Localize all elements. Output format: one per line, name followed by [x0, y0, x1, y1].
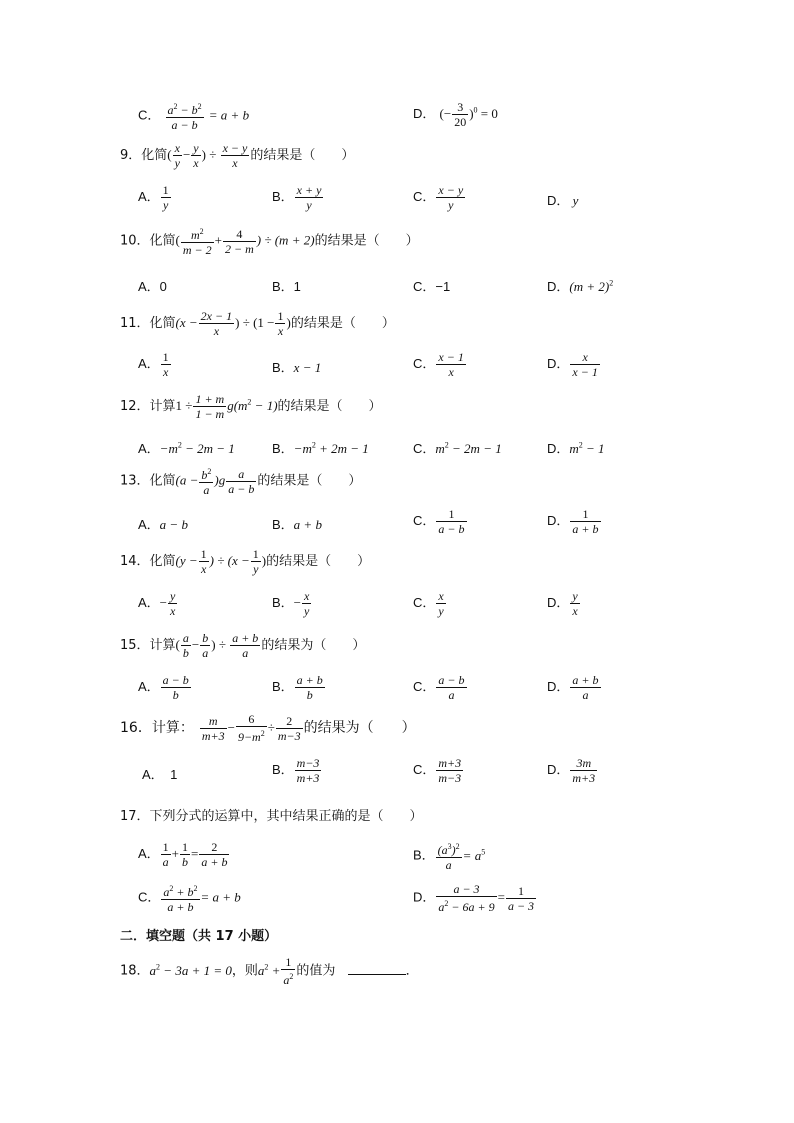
q12-option-c[interactable]: C．$m^2 - 2m - 1$ — [413, 440, 502, 456]
q10-option-b[interactable]: B．1 — [272, 279, 301, 294]
q13-option-a[interactable]: A．a − b — [138, 517, 188, 532]
q16-option-c[interactable]: C． $\frac{m+3}{m-3}$ — [413, 756, 462, 785]
q15-option-a[interactable]: A． $\frac{a - b}{b}$ — [138, 673, 189, 702]
section-title-fill-in: 二．填空题（共 17 小题） — [120, 929, 278, 944]
q14-option-d[interactable]: D． $\frac{y}{x}$ — [547, 589, 578, 618]
q11-option-a[interactable]: A． $\frac{1}{x}$ — [138, 350, 169, 379]
q17-option-a[interactable]: A． $\frac{1}{a}$ + $\frac{1}{b}$ = $\frac{2}{a + b}$ — [138, 840, 228, 869]
q17-option-c[interactable]: C． $\frac{a^2 + b^2}{a + b}$ = a + b — [138, 884, 241, 914]
q15-option-d[interactable]: D． $\frac{a + b}{a}$ — [547, 673, 599, 702]
q14-option-c[interactable]: C． $\frac{x}{y}$ — [413, 589, 444, 618]
q15-option-b[interactable]: B． $\frac{a + b}{b}$ — [272, 673, 323, 702]
q12-stem: 12．计算1 ÷ $\frac{1 + m}{1 - m}$ $g(m^2 - 1)$的结果是（ ） — [120, 392, 382, 421]
q16-stem: 16．计算： $\frac{m}{m+3}$ − $\frac{6}{9-m^2}$ ÷ $\frac{2}{m-3}$ 的结果为（ ） — [120, 712, 416, 744]
q13-option-d[interactable]: D． $\frac{1}{a + b}$ — [547, 507, 599, 536]
q14-option-a[interactable]: A．− $\frac{y}{x}$ — [138, 589, 176, 618]
q11-option-d[interactable]: D． $\frac{x}{x - 1}$ — [547, 350, 598, 379]
q15-option-c[interactable]: C． $\frac{a - b}{a}$ — [413, 673, 465, 702]
q8-option-d[interactable]: D． (− $\frac{3}{20}$ )$^0$ = 0 — [413, 100, 498, 129]
q13-option-b[interactable]: B．a + b — [272, 517, 322, 532]
q9-stem: 9．化简( $\frac{x}{y}$ − $\frac{y}{x}$ ) ÷ $\frac{x - y}{x}$ 的结果是（ ） — [120, 141, 355, 170]
q18-answer-blank[interactable] — [348, 962, 406, 975]
q14-stem: 14．化简(y − $\frac{1}{x}$ ) ÷ (x − $\frac{1}{y}$ )的结果是（ ） — [120, 547, 371, 576]
q16-option-d[interactable]: D． $\frac{3m}{m+3}$ — [547, 756, 596, 785]
q17-stem: 17．下列分式的运算中，其中结果正确的是（ ） — [120, 809, 423, 824]
q11-option-c[interactable]: C． $\frac{x - 1}{x}$ — [413, 350, 464, 379]
q10-stem: 10．化简( $\frac{m^2}{m - 2}$ + $\frac{4}{2 - m}$ ) ÷ (m + 2)的结果是（ ） — [120, 226, 419, 257]
q12-option-a[interactable]: A．$-m^2 - 2m - 1$ — [138, 440, 235, 456]
q9-option-a[interactable]: A． $\frac{1}{y}$ — [138, 183, 169, 212]
q8-option-c[interactable]: C． $\frac{a^2 - b^2}{a - b}$ = a + b — [138, 102, 250, 132]
q16-option-a[interactable]: A． 1 — [142, 767, 178, 782]
q13-option-c[interactable]: C． $\frac{1}{a - b}$ — [413, 507, 465, 536]
q15-stem: 15．计算( $\frac{a}{b}$ − $\frac{b}{a}$ ) ÷ $\frac{a + b}{a}$ 的结果为（ ） — [120, 631, 366, 660]
q9-option-c[interactable]: C． $\frac{x - y}{y}$ — [413, 183, 464, 212]
q11-option-b[interactable]: B．x − 1 — [272, 360, 322, 375]
q10-option-a[interactable]: A．0 — [138, 279, 167, 294]
q17-option-b[interactable]: B． $\frac{(a^3)^2}{a}$ = $a^5$ — [413, 842, 486, 872]
q17-option-d[interactable]: D． $\frac{a - 3}{a^2 - 6a + 9}$ = $\frac{1}{a - 3}$ — [413, 882, 535, 914]
q9-option-d[interactable]: D． y — [547, 193, 579, 208]
q9-option-b[interactable]: B． $\frac{x + y}{y}$ — [272, 183, 322, 212]
q10-option-c[interactable]: C．−1 — [413, 279, 451, 294]
q12-option-b[interactable]: B．$-m^2 + 2m - 1$ — [272, 440, 369, 456]
q10-option-d[interactable]: D．$(m + 2)^2$ — [547, 278, 614, 294]
q11-stem: 11．化简(x − $\frac{2x - 1}{x}$ ) ÷ (1 − $\frac{1}{x}$ )的结果是（ ） — [120, 309, 395, 338]
q16-option-b[interactable]: B． $\frac{m-3}{m+3}$ — [272, 756, 320, 785]
q12-option-d[interactable]: D．$m^2 - 1$ — [547, 440, 605, 456]
q14-option-b[interactable]: B．− $\frac{x}{y}$ — [272, 589, 310, 618]
q13-stem: 13．化简(a − $\frac{b^2}{a}$ )g $\frac{a}{a - b}$ 的结果是（ ） — [120, 466, 362, 497]
q18-stem: 18．$a^2 - 3a + 1 = 0$，则$a^2$ + $\frac{1}{a^2}$ 的值为 ． — [120, 955, 419, 987]
